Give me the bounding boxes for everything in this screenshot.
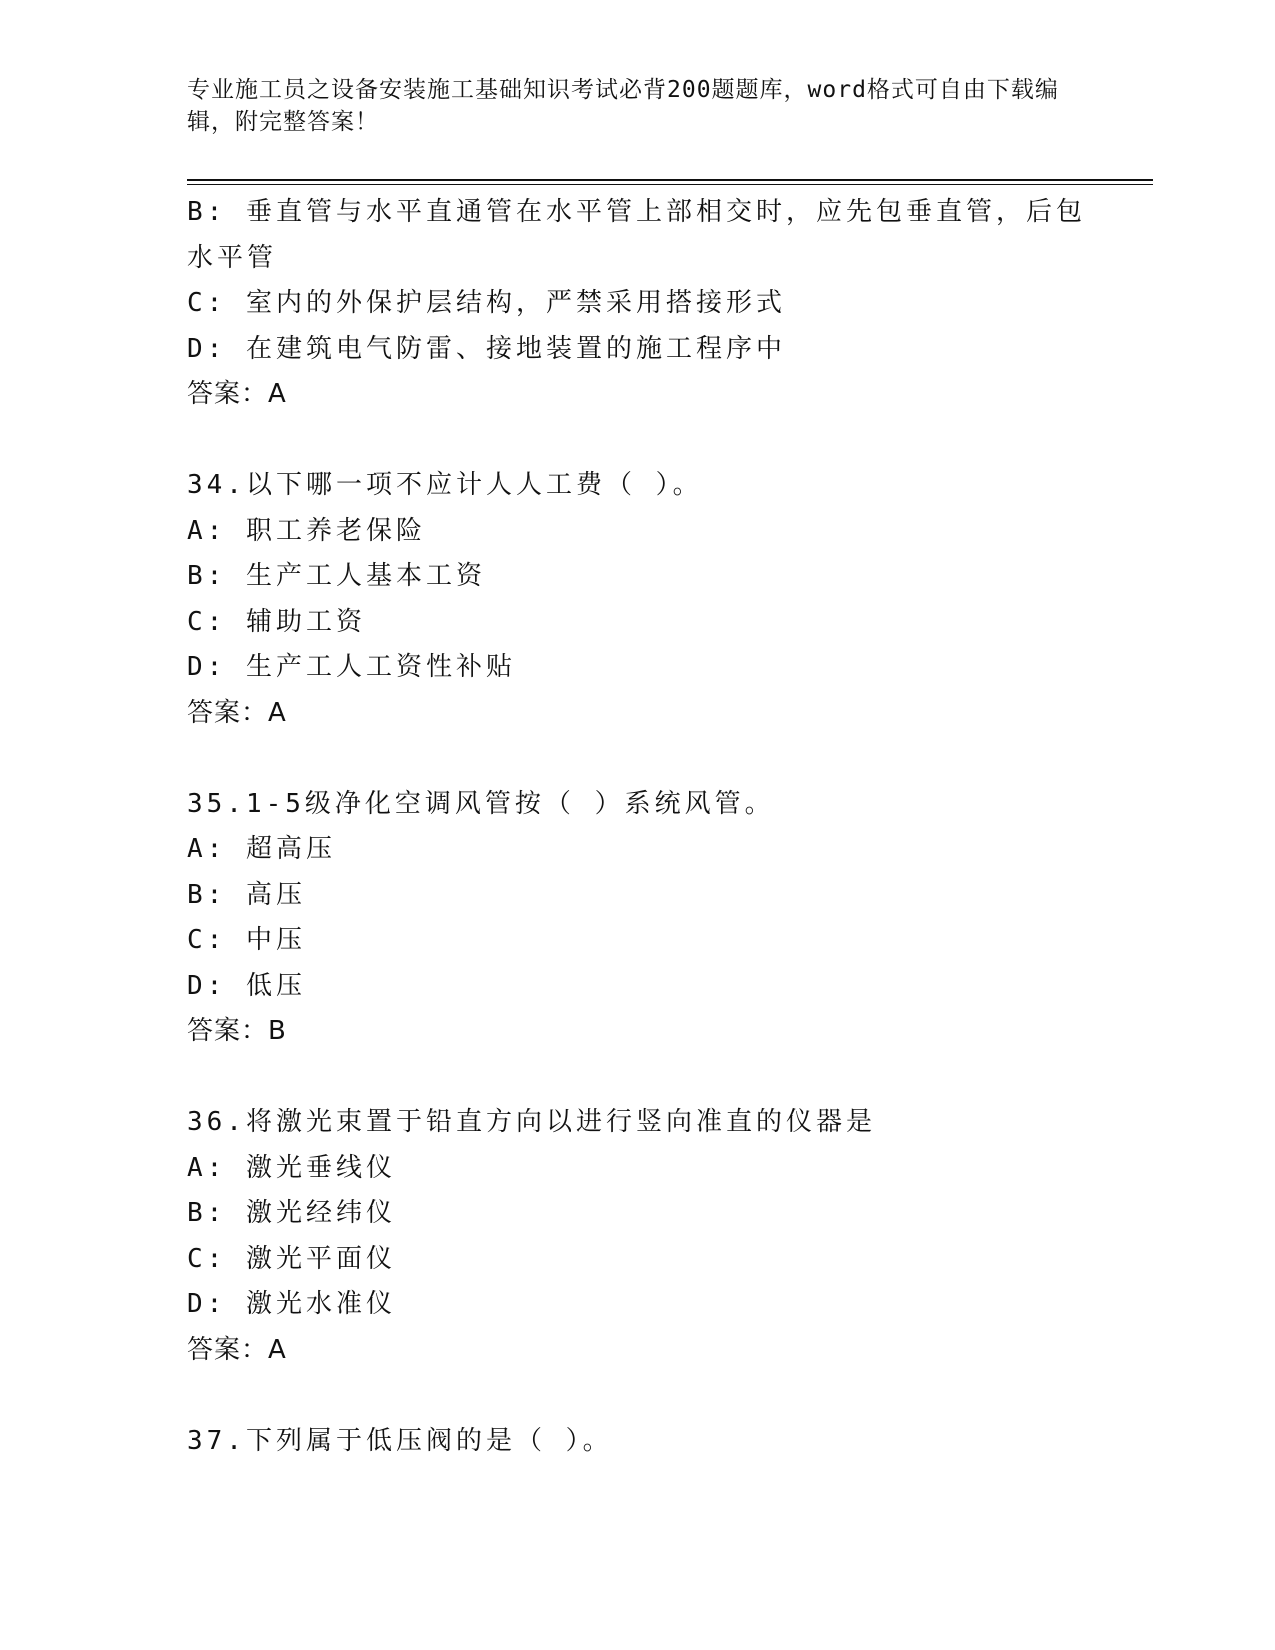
- document-header: 专业施工员之设备安装施工基础知识考试必背200题题库，word格式可自由下载编辑，附完整答案！: [187, 77, 1059, 135]
- spacer: [187, 418, 1087, 464]
- question-stem: 34.以下哪一项不应计人人工费（ ）。: [187, 470, 703, 500]
- header-divider-thick: [187, 179, 1153, 181]
- option-d: D: 在建筑电气防雷、接地装置的施工程序中: [187, 333, 786, 364]
- spacer: [187, 1373, 1087, 1419]
- question-list: [187, 190, 1087, 1464]
- option-d: D: 低压: [187, 970, 306, 1001]
- continued-question: [187, 190, 1087, 418]
- answer-line: 答案：A: [187, 697, 287, 728]
- question-35: [187, 782, 1087, 1055]
- option-b: B: 生产工人基本工资: [187, 561, 486, 591]
- answer-line: 答案：A: [187, 379, 287, 409]
- spacer: [187, 1055, 1087, 1101]
- option-a: A: 职工养老保险: [187, 515, 426, 546]
- header-divider-thin: [187, 184, 1153, 185]
- option-d: D: 激光水准仪: [187, 1289, 396, 1319]
- option-b: B: 激光经纬仪: [187, 1198, 396, 1228]
- question-stem: 35.1-5级净化空调风管按（ ）系统风管。: [187, 788, 775, 819]
- option-c: C: 室内的外保护层结构，严禁采用搭接形式: [187, 288, 786, 318]
- answer-line: 答案：A: [187, 1334, 287, 1365]
- question-34: [187, 463, 1087, 736]
- question-37: [187, 1419, 1087, 1465]
- question-36: [187, 1100, 1087, 1373]
- option-c: C: 辅助工资: [187, 606, 366, 637]
- question-stem: 36.将激光束置于铅直方向以进行竖向准直的仪器是: [187, 1107, 876, 1137]
- option-b: B: 垂直管与水平直通管在水平管上部相交时，应先包垂直管，后包水平管: [187, 197, 1086, 273]
- answer-line: 答案：B: [187, 1016, 287, 1046]
- option-a: A: 激光垂线仪: [187, 1152, 396, 1183]
- option-a: A: 超高压: [187, 834, 336, 864]
- option-c: C: 激光平面仪: [187, 1243, 396, 1274]
- option-b: B: 高压: [187, 879, 306, 910]
- option-c: C: 中压: [187, 925, 306, 955]
- option-d: D: 生产工人工资性补贴: [187, 652, 516, 682]
- question-stem: 37.下列属于低压阀的是（ ）。: [187, 1425, 613, 1456]
- spacer: [187, 736, 1087, 782]
